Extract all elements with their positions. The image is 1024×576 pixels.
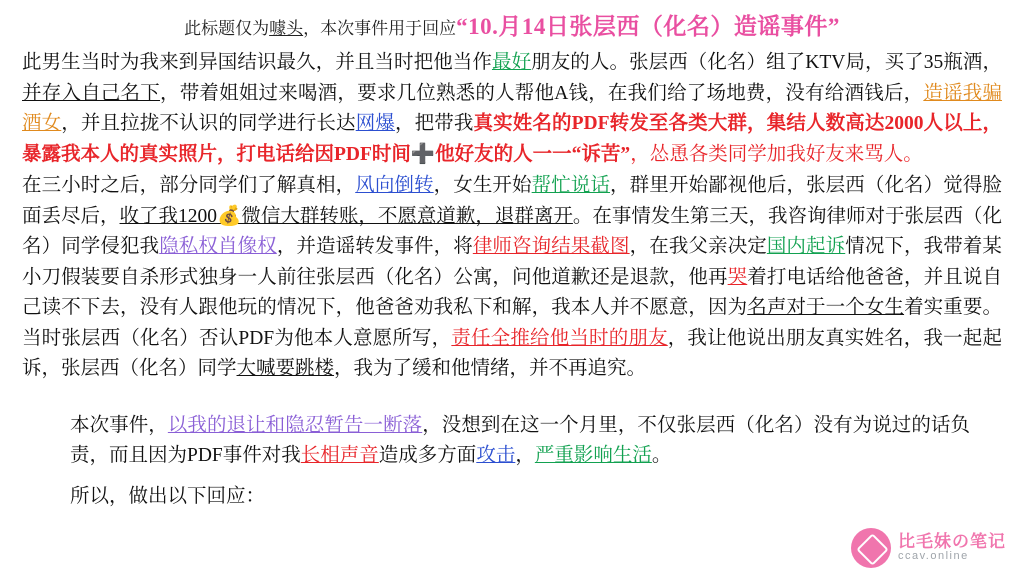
p3-s5: 造成多方面 — [378, 445, 477, 466]
p2-s5: ，群里开始鄙视他后，张层西（化名）觉得脸面丢尽后， — [22, 175, 1002, 227]
headline-prefix: 此标题仅为 — [184, 19, 270, 38]
p1-s6: 造谣我骗酒女 — [22, 82, 1002, 134]
p2-s2: 风向倒转 — [355, 175, 434, 196]
p1-s3: 朋友的人。张层西（化名）组了KTV局，买了35瓶酒， — [531, 52, 1002, 73]
p2-s7: 。在事情发生第三天，我咨询律师对于张层西（化名）同学侵犯我 — [22, 205, 1002, 257]
p3-s9: 。 — [651, 445, 672, 466]
p2-s19: ，我让他说出朋友真实姓名，我一起起诉，张层西（化名）同学 — [22, 327, 1002, 379]
watermark-text — [898, 533, 1006, 562]
p2-s9: ，并造谣转发事件，将 — [276, 236, 473, 257]
p3-s8: 严重影响生活 — [534, 445, 652, 466]
p1-s12: ，怂恿各类同学加我好友来骂人。 — [630, 143, 923, 165]
p1-s9: 网爆 — [355, 113, 395, 134]
p1-s11: 真实姓名的PDF转发至各类大群，集结人数高达2000人以上，暴露我本人的真实照片，打电话给因PDF时间➕他好友的人一一“诉苦” — [22, 113, 1002, 165]
p2-s16: 名声对于一个女生 — [747, 297, 905, 318]
p3-s7: ， — [515, 445, 535, 466]
p3-s2: 以我的退让和隐忍暂告一断落 — [167, 414, 423, 436]
p1-s1: 此男生当时为我来到异国结识最久，并且当时把他当作 — [22, 52, 492, 73]
p1-s5: ，带着姐姐过来喝酒，要求几位熟悉的人帮他A钱，在我们给了场地费，没有给酒钱后， — [159, 82, 924, 104]
p3-s3: ，没想到在这一个月里，不仅张层西（化名）没有为说过的话负责，而且因为PDF事件对我 — [70, 414, 970, 466]
p2-s20: 大喊要跳楼 — [236, 358, 335, 379]
p1-s4: 并存入自己名下 — [22, 82, 160, 104]
p2-s17: 着实重要。当时张层西（化名）否认PDF为他本人意愿所写， — [22, 297, 1002, 349]
p2-s11: ，在我父亲决定 — [629, 236, 767, 257]
p1-s2: 最好 — [491, 52, 532, 73]
p2-s4: 帮忙说话 — [531, 175, 611, 196]
watermark-subtitle: ccav.online — [898, 550, 969, 563]
paragraph-three — [22, 411, 1002, 472]
document-body — [22, 48, 1002, 512]
watermark — [851, 528, 1006, 568]
diamond-badge-icon — [851, 528, 891, 568]
p2-s8: 隐私权肖像权 — [159, 236, 277, 257]
p2-s18: 责任全推给他当时的朋友 — [451, 327, 668, 349]
p2-s6: 收了我1200💰微信大群转账，不愿意道歉，退群离开 — [119, 205, 573, 227]
p2-s13: 情况下，我带着某小刀假装要自杀形式独身一人前往张层西（化名）公寓，问他道歉还是退款，他再 — [22, 236, 1002, 288]
paragraph-one — [22, 48, 1002, 170]
p1-s10: ，把带我 — [394, 113, 474, 134]
headline-main-title: “10.月14日张层西（化名）造谣事件” — [456, 14, 840, 39]
watermark-title: 比毛妹の笔记 — [898, 532, 1006, 552]
closing-line: 所以，做出以下回应： — [70, 485, 266, 507]
p2-s3: ，女生开始 — [433, 175, 532, 196]
headline-middle: ，本次事件用于回应 — [303, 19, 457, 38]
p3-s1: 本次事件， — [70, 414, 168, 436]
p2-s12: 国内起诉 — [766, 236, 846, 257]
p3-s6: 攻击 — [476, 445, 516, 466]
headline-prefix-underline: 噱头 — [269, 19, 304, 38]
p2-s10: 律师咨询结果截图 — [472, 236, 630, 257]
p1-s7: ，并且拉拢不认识的同学进行长达 — [61, 113, 356, 134]
paragraph-two — [22, 171, 1002, 385]
p2-s21: ，我为了缓和他情绪，并不再追究。 — [334, 358, 647, 379]
p2-s1: 在三小时之后，部分同学们了解真相， — [22, 175, 356, 196]
p3-s4: 长相声音 — [300, 445, 379, 466]
p2-s14: 哭 — [727, 266, 748, 288]
p2-s15: 着打电话给他爸爸，并且说自己读不下去，没有人跟他玩的情况下，他爸爸劝我私下和解，我本人并不愿意，因为 — [22, 266, 1002, 318]
page-title — [22, 12, 1002, 44]
